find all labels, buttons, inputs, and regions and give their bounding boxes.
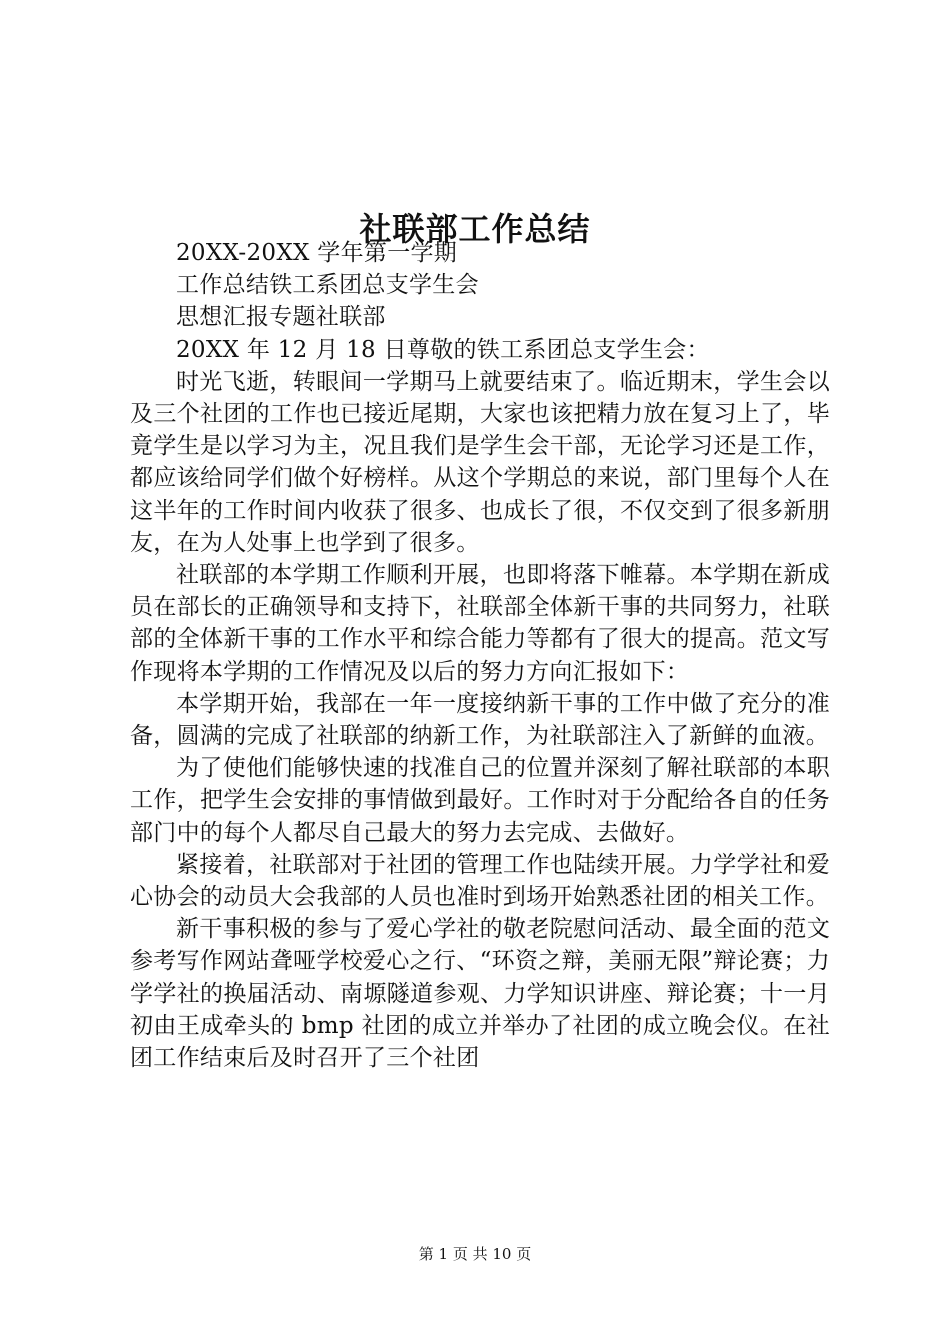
paragraph-overview: 社联部的本学期工作顺利开展，也即将落下帷幕。本学期在新成员在部长的正确领导和支持下，社联部全体新干事的共同努力，社联部的全体新干事的工作水平和综合能力等都有了很大的提高。范文写作现将本学期的工作情况及以后的努力方向汇报如下： [130, 562, 830, 685]
document-body [130, 237, 830, 1074]
paragraph-activities: 新干事积极的参与了爱心学社的敬老院慰问活动、最全面的范文参考写作网站聋哑学校爱心之行、“环资之辩，美丽无限”辩论赛；力学学社的换届活动、南塬隧道参观、力学知识讲座、辩论赛；十一月初由王成牵头的 bmp 社团的成立并举办了社团的成立晚会仪。在社团工作结束后及时召开了三个社团 [130, 916, 830, 1072]
paragraph-academic-term: 20XX-20XX 学年第一学期 [176, 240, 458, 266]
paragraph-recruitment: 本学期开始，我部在一年一度接纳新干事的工作中做了充分的准备，圆满的完成了社联部的纳新工作，为社联部注入了新鲜的血液。 [130, 690, 830, 750]
page-footer: 第 1 页 共 10 页 [418, 1245, 532, 1263]
paragraph-training: 为了使他们能够快速的找准自己的位置并深刻了解社联部的本职工作，把学生会安排的事情做到最好。工作时对于分配给各自的任务部门中的每个人都尽自己最大的努力去完成、去做好。 [130, 755, 830, 846]
paragraph-subtitle-union: 工作总结铁工系团总支学生会 [176, 272, 479, 299]
paragraph-date-salutation: 20XX 年 12 月 18 日尊敬的铁工系团总支学生会： [176, 336, 710, 363]
document-title: 社联部工作总结 [359, 210, 591, 249]
paragraph-intro: 时光飞逝，转眼间一学期马上就要结束了。临近期末，学生会以及三个社团的工作也已接近尾期，大家也该把精力放在复习上了，毕竟学生是以学习为主，况且我们是学生会干部，无论学习还是工作，都应该给同学们做个好榜样。从这个学期总的来说，部门里每个人在这半年的工作时间内收获了很多、也成长了很，不仅交到了很多新朋友，在为人处事上也学到了很多。 [130, 368, 830, 556]
paragraph-subtitle-department: 思想汇报专题社联部 [176, 304, 386, 331]
paragraph-club-management: 紧接着，社联部对于社团的管理工作也陆续开展。力学学社和爱心协会的动员大会我部的人员也准时到场开始熟悉社团的相关工作。 [130, 851, 830, 911]
